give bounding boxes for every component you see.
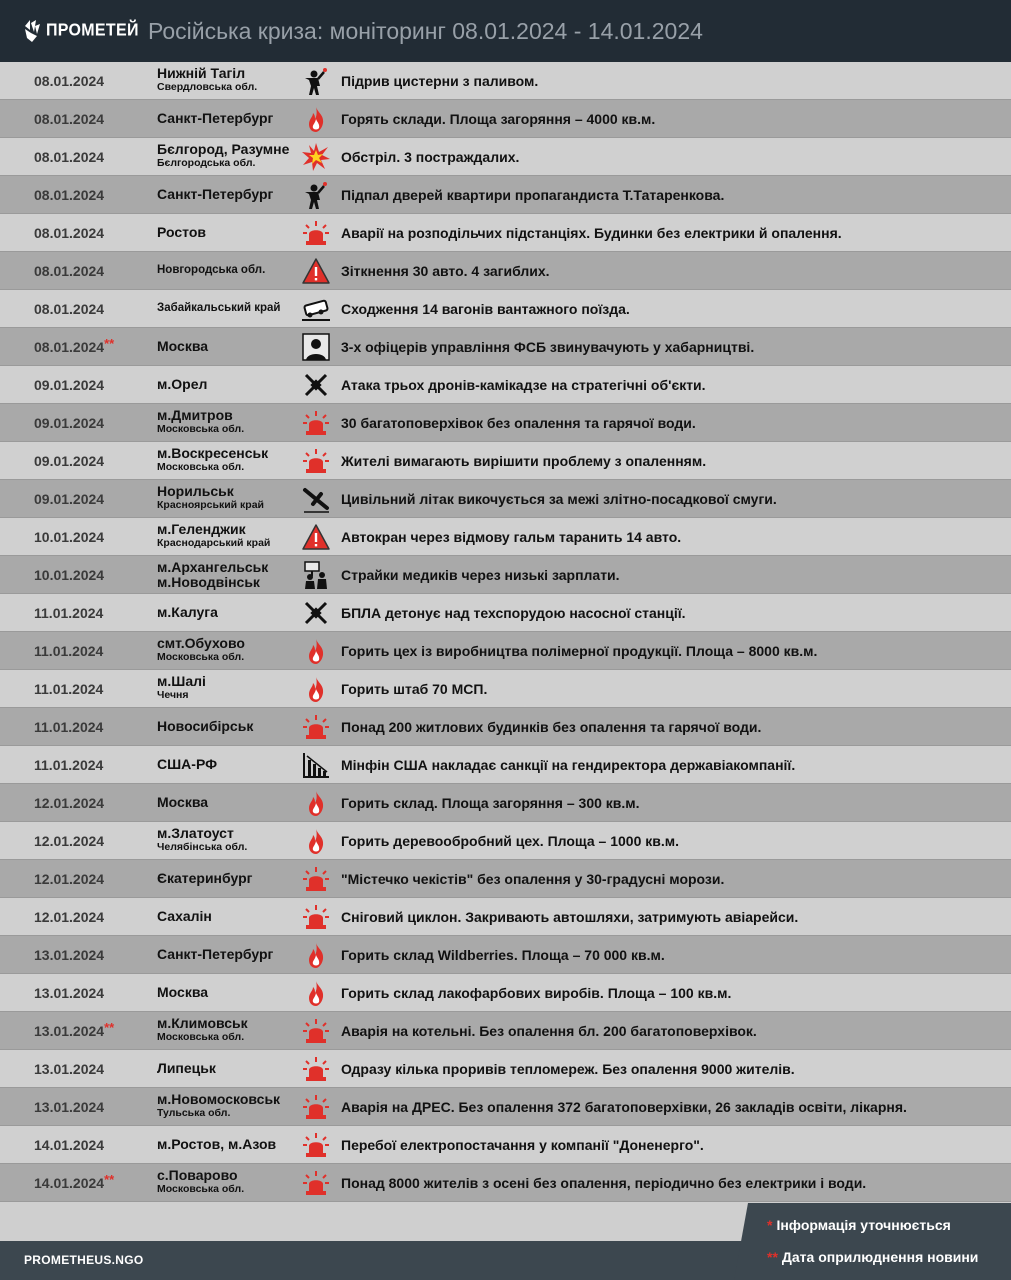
- event-description: Страйки медиків через низькі зарплати.: [341, 567, 620, 583]
- event-description: Мінфін США накладає санкції на гендиректора державіакомпанії.: [341, 757, 796, 773]
- table-row: [0, 974, 1011, 1012]
- date-footnote-mark: **: [104, 336, 115, 351]
- event-location: [157, 1016, 299, 1043]
- event-location: [157, 985, 299, 1000]
- event-date: 12.01.2024: [34, 795, 105, 811]
- location-name: Бєлгород, Разумне: [157, 141, 290, 157]
- event-description: Підрив цистерни з паливом.: [341, 73, 539, 89]
- event-location: [157, 377, 299, 392]
- event-description: Перебої електропостачання у компанії "Доненерго".: [341, 1137, 704, 1153]
- table-row: [0, 898, 1011, 936]
- table-row: [0, 62, 1011, 100]
- legend-note-publish-date: ** Дата оприлюднення новини: [767, 1249, 979, 1265]
- event-description: Підпал дверей квартири пропагандиста Т.Татаренкова.: [341, 187, 725, 203]
- table-row: [0, 252, 1011, 290]
- event-date: 13.01.2024: [34, 985, 105, 1001]
- alarm-siren-icon: [300, 1015, 332, 1047]
- event-description: 3-х офіцерів управління ФСБ звинувачують у хабарництві.: [341, 339, 755, 355]
- event-location: [157, 446, 299, 473]
- event-date: 09.01.2024: [34, 377, 105, 393]
- date-footnote-mark: **: [104, 1172, 115, 1187]
- alarm-siren-icon: [300, 711, 332, 743]
- table-row: [0, 366, 1011, 404]
- event-location: [157, 484, 299, 511]
- event-description: Понад 8000 жителів з осені без опалення, періодично без електрики і води.: [341, 1175, 867, 1191]
- location-name: Єкатеринбург: [157, 870, 253, 886]
- alarm-siren-icon: [300, 217, 332, 249]
- location-name: м.Дмитров: [157, 407, 233, 423]
- event-location: [157, 1061, 299, 1076]
- event-date: 10.01.2024: [34, 529, 105, 545]
- event-date: 12.01.2024: [34, 909, 105, 925]
- location-name: Нижній Тагіл: [157, 65, 246, 81]
- declining-chart-icon: [300, 749, 332, 781]
- location-name: Санкт-Петербург: [157, 186, 274, 202]
- table-row: [0, 594, 1011, 632]
- event-description: Горить склад лакофарбових виробів. Площа – 100 кв.м.: [341, 985, 732, 1001]
- event-date: 11.01.2024: [34, 757, 104, 773]
- location-name: смт.Обухово: [157, 635, 245, 651]
- location-name: Сахалін: [157, 908, 212, 924]
- table-row: [0, 860, 1011, 898]
- warning-icon: [300, 521, 332, 553]
- fire-icon: [300, 787, 332, 819]
- table-row: [0, 290, 1011, 328]
- fire-icon: [300, 103, 332, 135]
- location-region: Московська обл.: [157, 1183, 245, 1195]
- event-date: 09.01.2024: [34, 415, 105, 431]
- location-name: м.Орел: [157, 376, 208, 392]
- location-region: Краснодарський край: [157, 537, 271, 549]
- event-location: [157, 339, 299, 354]
- event-description: Сходження 14 вагонів вантажного поїзда.: [341, 301, 630, 317]
- location-name: с.Поварово: [157, 1167, 238, 1183]
- page-title: Російська криза: моніторинг 08.01.2024 - 14.01.2024: [148, 17, 703, 44]
- event-location: [157, 719, 299, 734]
- event-description: Горить цех із виробництва полімерної продукції. Площа – 8000 кв.м.: [341, 643, 818, 659]
- alarm-siren-icon: [300, 1167, 332, 1199]
- event-description: Жителі вимагають вирішити проблему з опаленням.: [341, 453, 707, 469]
- event-description: Понад 200 житлових будинків без опалення та гарячої води.: [341, 719, 762, 735]
- event-location: [157, 826, 299, 853]
- person-throwing-icon: [300, 65, 332, 97]
- table-row: [0, 138, 1011, 176]
- officer-portrait-icon: [300, 331, 332, 363]
- event-date: 11.01.2024: [34, 605, 104, 621]
- event-date: 13.01.2024: [34, 1099, 105, 1115]
- fire-icon: [300, 635, 332, 667]
- location-region: Красноярський край: [157, 499, 264, 511]
- location-name: Санкт-Петербург: [157, 946, 274, 962]
- table-row: [0, 632, 1011, 670]
- table-row: [0, 784, 1011, 822]
- event-description: Аварія на котельні. Без опалення бл. 200 багатоповерхівок.: [341, 1023, 757, 1039]
- brand-url[interactable]: PROMETHEUS.NGO: [24, 1253, 144, 1267]
- location-name: м.Воскресенськ: [157, 445, 269, 461]
- event-date: 08.01.2024**: [34, 336, 115, 355]
- location-region: Московська обл.: [157, 651, 245, 663]
- table-row: [0, 100, 1011, 138]
- event-date: 14.01.2024: [34, 1137, 105, 1153]
- location-name: м.Архангельськ: [157, 559, 269, 575]
- location-name-secondary: м.Новодвінськ: [157, 574, 260, 590]
- event-location: [157, 1137, 299, 1152]
- event-date: 09.01.2024: [34, 491, 105, 507]
- table-row: [0, 442, 1011, 480]
- explosion-icon: [300, 141, 332, 173]
- event-location: [157, 522, 299, 549]
- event-location: [157, 674, 299, 701]
- event-date: 12.01.2024: [34, 871, 105, 887]
- event-location: [157, 795, 299, 810]
- event-location: [157, 142, 299, 169]
- protest-icon: [300, 559, 332, 591]
- event-description: Горить штаб 70 МСП.: [341, 681, 488, 697]
- event-date: 11.01.2024: [34, 681, 104, 697]
- location-name: м.Шалі: [157, 673, 206, 689]
- header: [0, 0, 1011, 62]
- table-row: [0, 176, 1011, 214]
- alarm-siren-icon: [300, 1053, 332, 1085]
- table-row: [0, 1164, 1011, 1202]
- event-location: [157, 636, 299, 663]
- event-date: 08.01.2024: [34, 263, 105, 279]
- event-date: 08.01.2024: [34, 73, 105, 89]
- event-description: Аварія на ДРЕС. Без опалення 372 багатоповерхівки, 26 закладів освіти, лікарня.: [341, 1099, 907, 1115]
- table-row: [0, 480, 1011, 518]
- event-date: 08.01.2024: [34, 187, 105, 203]
- logo[interactable]: [24, 20, 148, 42]
- train-derail-icon: [300, 293, 332, 325]
- event-date: 08.01.2024: [34, 111, 105, 127]
- event-date: 08.01.2024: [34, 149, 105, 165]
- event-description: Горить деревообробний цех. Площа – 1000 кв.м.: [341, 833, 680, 849]
- event-location: [157, 66, 299, 93]
- event-date: 13.01.2024**: [34, 1020, 115, 1039]
- table-row: [0, 404, 1011, 442]
- location-name: США-РФ: [157, 756, 218, 772]
- event-location: [157, 605, 299, 620]
- event-date: 08.01.2024: [34, 225, 105, 241]
- location-name: Ростов: [157, 224, 206, 240]
- footer-legend-panel: [734, 1203, 1011, 1280]
- location-name: м.Ростов, м.Азов: [157, 1136, 277, 1152]
- event-description: Атака трьох дронів-камікадзе на стратегічні об'єкти.: [341, 377, 706, 393]
- location-name: Москва: [157, 338, 209, 354]
- table-row: [0, 518, 1011, 556]
- location-name: м.Геленджик: [157, 521, 246, 537]
- person-throwing-icon: [300, 179, 332, 211]
- fire-icon: [300, 825, 332, 857]
- table-row: [0, 1012, 1011, 1050]
- event-location: [157, 1168, 299, 1195]
- event-date: 12.01.2024: [34, 833, 105, 849]
- location-name: Москва: [157, 794, 209, 810]
- event-location: [157, 1092, 299, 1119]
- event-location: [157, 871, 299, 886]
- legend-note-unconfirmed: * Інформація уточнюється: [767, 1217, 951, 1233]
- location-name: м.Калуга: [157, 604, 218, 620]
- table-row: [0, 556, 1011, 594]
- table-row: [0, 1088, 1011, 1126]
- event-date: 13.01.2024: [34, 947, 105, 963]
- table-row: [0, 214, 1011, 252]
- event-location: [157, 301, 299, 316]
- event-description: Зіткнення 30 авто. 4 загиблих.: [341, 263, 550, 279]
- table-row: [0, 1050, 1011, 1088]
- alarm-siren-icon: [300, 1091, 332, 1123]
- location-name: Норильськ: [157, 483, 234, 499]
- events-table: [0, 62, 1011, 1202]
- event-location: [157, 757, 299, 772]
- location-name: м.Златоуст: [157, 825, 234, 841]
- table-row: [0, 708, 1011, 746]
- event-location: [157, 947, 299, 962]
- fire-icon: [300, 673, 332, 705]
- alarm-siren-icon: [300, 863, 332, 895]
- drone-icon: [300, 369, 332, 401]
- event-date: 11.01.2024: [34, 643, 104, 659]
- location-region: Бєлгородська обл.: [157, 157, 256, 169]
- location-name: Москва: [157, 984, 209, 1000]
- location-region: Московська обл.: [157, 423, 245, 435]
- table-row: [0, 1126, 1011, 1164]
- event-date: 08.01.2024: [34, 301, 105, 317]
- logo-text: ПРОМЕТЕЙ: [46, 21, 139, 40]
- event-location: [157, 111, 299, 126]
- event-location: [157, 225, 299, 240]
- event-date: 09.01.2024: [34, 453, 105, 469]
- event-date: 13.01.2024: [34, 1061, 105, 1077]
- table-row: [0, 746, 1011, 784]
- location-name: Забайкальський край: [157, 302, 281, 314]
- location-region: Челябінська обл.: [157, 841, 248, 853]
- location-name: Новосибірськ: [157, 718, 254, 734]
- fire-icon: [300, 939, 332, 971]
- event-description: Аварії на розподільчих підстанціях. Будинки без електрики й опалення.: [341, 225, 842, 241]
- event-location: [157, 263, 299, 278]
- alarm-siren-icon: [300, 901, 332, 933]
- event-description: Сніговий циклон. Закривають автошляхи, затримують авіарейси.: [341, 909, 799, 925]
- event-description: БПЛА детонує над техспорудою насосної станції.: [341, 605, 686, 621]
- table-row: [0, 936, 1011, 974]
- table-row: [0, 822, 1011, 860]
- event-description: Горить склад. Площа загоряння – 300 кв.м.: [341, 795, 640, 811]
- event-date: 14.01.2024**: [34, 1172, 115, 1191]
- event-description: Горять склади. Площа загоряння – 4000 кв.м.: [341, 111, 656, 127]
- event-location: [157, 560, 299, 590]
- alarm-siren-icon: [300, 407, 332, 439]
- event-description: Цивільний літак викочується за межі злітно-посадкової смуги.: [341, 491, 777, 507]
- footer: [0, 1203, 1011, 1280]
- location-region: Тульська обл.: [157, 1107, 231, 1119]
- location-name: Новгородська обл.: [157, 264, 266, 276]
- event-description: Автокран через відмову гальм таранить 14 авто.: [341, 529, 682, 545]
- location-name: м.Новомосковськ: [157, 1091, 281, 1107]
- event-location: [157, 187, 299, 202]
- event-location: [157, 408, 299, 435]
- event-date: 10.01.2024: [34, 567, 105, 583]
- event-description: "Містечко чекістів" без опалення у 30-градусні морози.: [341, 871, 725, 887]
- location-region: Чечня: [157, 689, 189, 701]
- event-location: [157, 909, 299, 924]
- location-name: Санкт-Петербург: [157, 110, 274, 126]
- location-name: Липецьк: [157, 1060, 216, 1076]
- location-name: м.Климовськ: [157, 1015, 248, 1031]
- event-description: Обстріл. 3 постраждалих.: [341, 149, 520, 165]
- date-footnote-mark: **: [104, 1020, 115, 1035]
- fire-icon: [300, 977, 332, 1009]
- location-region: Московська обл.: [157, 461, 245, 473]
- warning-icon: [300, 255, 332, 287]
- event-date: 11.01.2024: [34, 719, 104, 735]
- event-description: Одразу кілька проривів тепломереж. Без опалення 9000 жителів.: [341, 1061, 795, 1077]
- drone-icon: [300, 597, 332, 629]
- alarm-siren-icon: [300, 445, 332, 477]
- flame-logo-icon: [24, 20, 41, 42]
- alarm-siren-icon: [300, 1129, 332, 1161]
- table-row: [0, 328, 1011, 366]
- location-region: Свердловська обл.: [157, 81, 258, 93]
- plane-crash-icon: [300, 483, 332, 515]
- event-description: Горить склад Wildberries. Площа – 70 000 кв.м.: [341, 947, 665, 963]
- table-row: [0, 670, 1011, 708]
- location-region: Московська обл.: [157, 1031, 245, 1043]
- event-description: 30 багатоповерхівок без опалення та гарячої води.: [341, 415, 696, 431]
